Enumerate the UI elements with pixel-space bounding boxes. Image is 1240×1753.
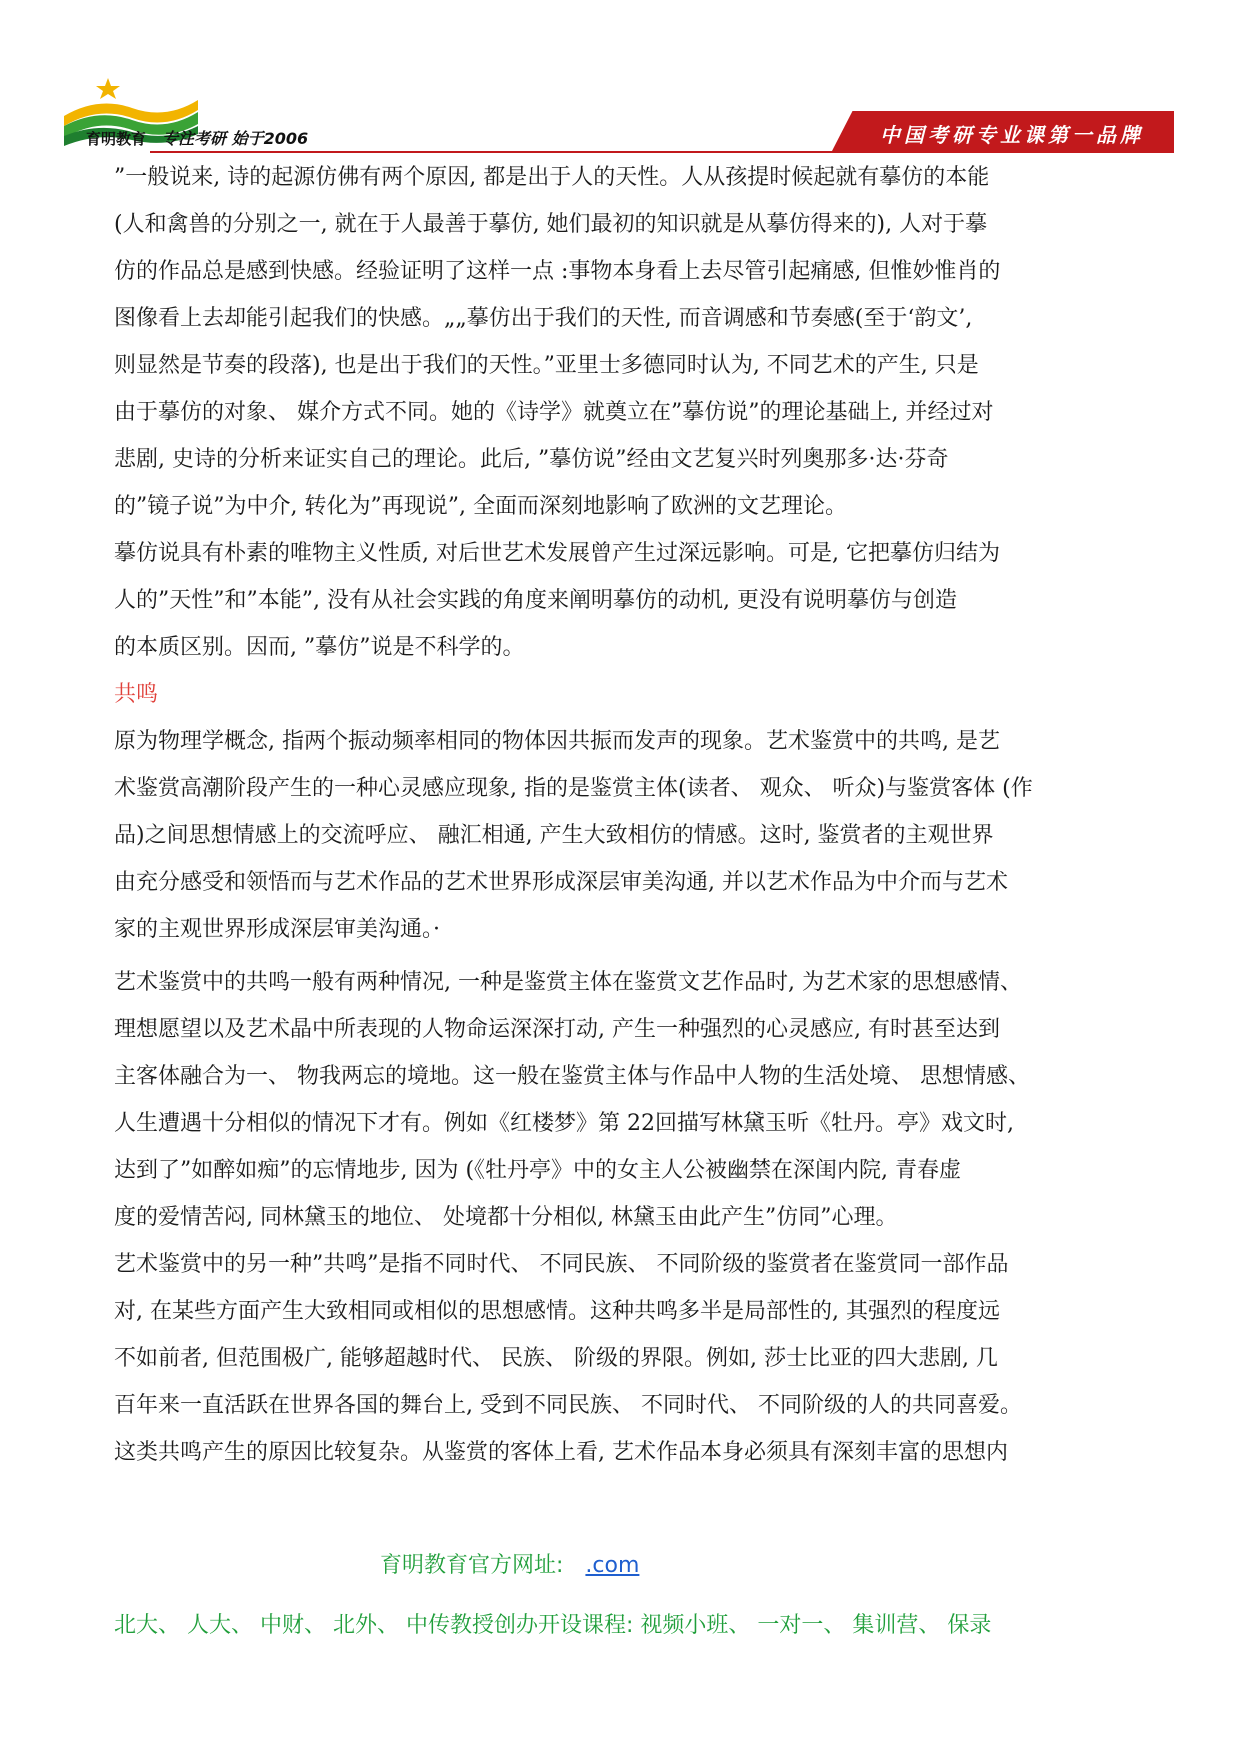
text-line: 不如前者, 但范围极广, 能够超越时代、 民族、 阶级的界限。例如, 莎士比亚的四大悲剧, 几 [114, 1346, 998, 1371]
text-line: 摹仿说具有朴素的唯物主义性质, 对后世艺术发展曾产生过深远影响。可是, 它把摹仿归结为 [114, 541, 1000, 566]
header-divider [150, 151, 1174, 153]
text-line: 理想愿望以及艺术晶中所表现的人物命运深深打动, 产生一种强烈的心灵感应, 有时甚至达到 [114, 1017, 1000, 1042]
banner-text: 中国考研专业课第一品牌 [880, 123, 1144, 147]
text-line: 仿的作品总是感到快感。经验证明了这样一点 :事物本身看上去尽管引起痛感, 但惟妙惟肖的 [114, 259, 1001, 284]
text-line: ”一般说来, 诗的起源仿佛有两个原因, 都是出于人的天性。人从孩提时候起就有摹仿的本能 [114, 165, 990, 190]
document-body [114, 154, 1154, 1476]
text-line: (人和禽兽的分别之一, 就在于人最善于摹仿, 她们最初的知识就是从摹仿得来的), 人对于摹 [114, 212, 988, 237]
text-line: 的本质区别。因而, ”摹仿”说是不科学的。 [114, 635, 525, 660]
footer-url-label: 育明教育官方网址: [380, 1553, 564, 1578]
text-line: 百年来一直活跃在世界各国的舞台上, 受到不同民族、 不同时代、 不同阶级的人的共同喜爱。 [114, 1393, 1022, 1418]
text-line: 术鉴赏高潮阶段产生的一种心灵感应现象, 指的是鉴赏主体(读者、 观众、 听众)与鉴赏客体 (作 [114, 776, 1033, 801]
paragraph-resonance-type-two [114, 1241, 1154, 1476]
text-line: 的”镜子说”为中介, 转化为”再现说”, 全面而深刻地影响了欧洲的文艺理论。 [114, 494, 847, 519]
text-line: 由于摹仿的对象、 媒介方式不同。她的《诗学》就奠立在”摹仿说”的理论基础上, 并经过对 [114, 400, 994, 425]
text-line: 对, 在某些方面产生大致相同或相似的思想感情。这种共鸣多半是局部性的, 其强烈的程度远 [114, 1299, 1000, 1324]
paragraph-resonance-definition [114, 718, 1154, 953]
footer-url-link[interactable]: .com [585, 1553, 640, 1578]
footer-website [380, 1548, 639, 1579]
section-title: 共鸣 [114, 682, 159, 707]
text-line: 这类共鸣产生的原因比较复杂。从鉴赏的客体上看, 艺术作品本身必须具有深刻丰富的思想内 [114, 1440, 1008, 1465]
text-line: 则显然是节奏的段落), 也是出于我们的天性。”亚里士多德同时认为, 不同艺术的产生, 只是 [114, 353, 979, 378]
brand-slogan: 专注考研 始于2006 [162, 129, 309, 148]
text-line: 人的”天性”和”本能”, 没有从社会实践的角度来阐明摹仿的动机, 更没有说明摹仿与创造 [114, 588, 957, 613]
text-line: 由充分感受和领悟而与艺术作品的艺术世界形成深层审美沟通, 并以艺术作品为中介而与艺术 [114, 870, 1008, 895]
page-header [0, 0, 1240, 160]
footer-courses: 北大、 人大、 中财、 北外、 中传教授创办开设课程: 视频小班、 一对一、 集训营、 保录 [114, 1613, 992, 1638]
text-line: 主客体融合为一、 物我两忘的境地。这一般在鉴赏主体与作品中人物的生活处境、 思想情感、 [114, 1064, 1030, 1089]
text-line: 人生遭遇十分相似的情况下才有。例如《红楼梦》第 22回描写林黛玉听《牡丹。亭》戏文时, [114, 1111, 1014, 1136]
text-line: 艺术鉴赏中的共鸣一般有两种情况, 一种是鉴赏主体在鉴赏文艺作品时, 为艺术家的思想感情、 [114, 970, 1022, 995]
text-line: 达到了”如醉如痴”的忘情地步, 因为 (《牡丹亭》中的女主人公被幽禁在深闺内院, 青春虚 [114, 1158, 962, 1183]
text-line: 悲剧, 史诗的分析来证实自己的理论。此后, ”摹仿说”经由文艺复兴时列奥那多·达·芬奇 [114, 447, 949, 472]
paragraph-mimesis-critique [114, 530, 1154, 671]
brand-name: 育明教育 [86, 130, 147, 148]
text-line: 度的爱情苦闷, 同林黛玉的地位、 处境都十分相似, 林黛玉由此产生”仿同”心理。 [114, 1205, 898, 1230]
text-line: 原为物理学概念, 指两个振动频率相同的物体因共振而发声的现象。艺术鉴赏中的共鸣, 是艺 [114, 729, 1000, 754]
text-line: 品)之间思想情感上的交流呼应、 融汇相通, 产生大致相仿的情感。这时, 鉴赏者的主观世界 [114, 823, 994, 848]
paragraph-resonance-type-one [114, 959, 1154, 1241]
text-line: 图像看上去却能引起我们的快感。„„摹仿出于我们的天性, 而音调感和节奏感(至于‘韵文’, [114, 306, 973, 331]
text-line: 家的主观世界形成深层审美沟通。· [114, 917, 440, 942]
paragraph-mimesis-origin [114, 154, 1154, 530]
text-line: 艺术鉴赏中的另一种”共鸣”是指不同时代、 不同民族、 不同阶级的鉴赏者在鉴赏同一部作品 [114, 1252, 1009, 1277]
